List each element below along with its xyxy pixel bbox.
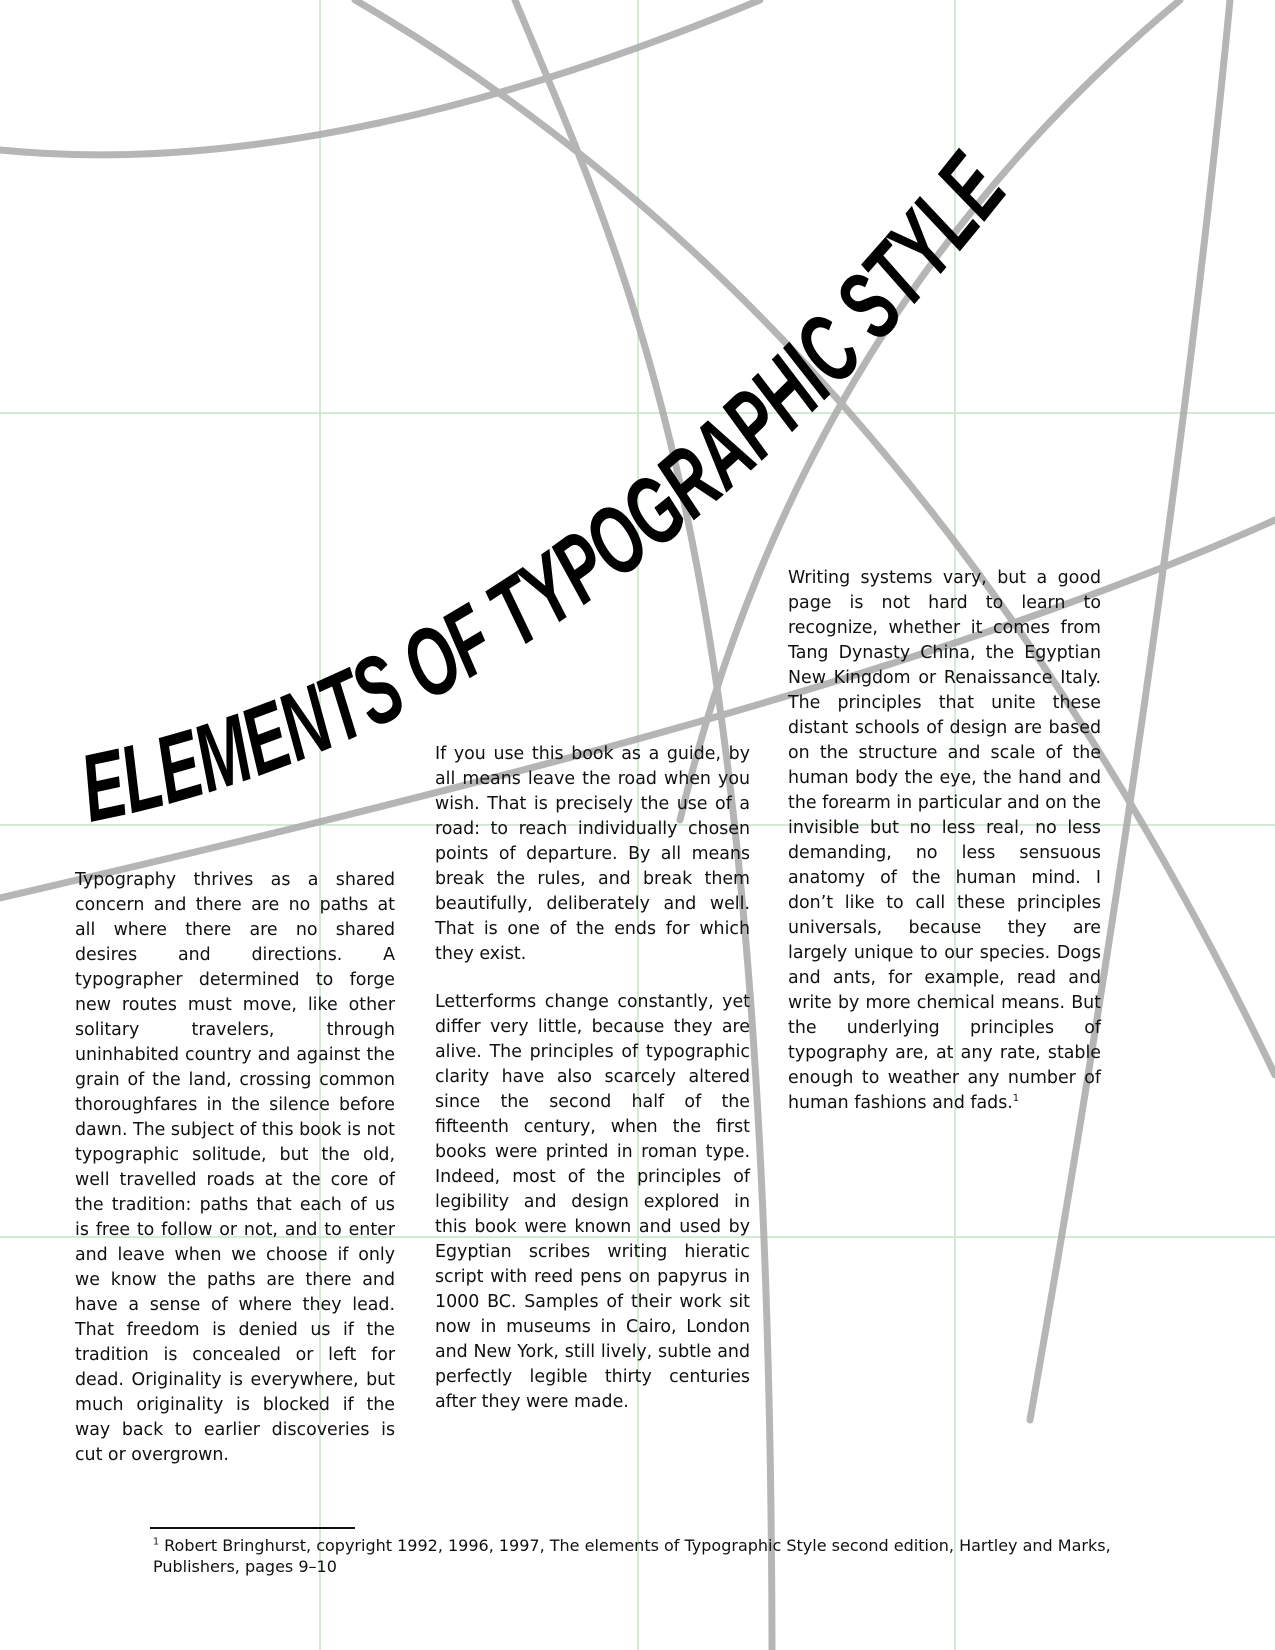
right-column-text: Writing systems vary, but a good page is not hard to learn to recognize, whether it comes from Tang Dynasty China, the Egyptian New Kingdom or Renaissance Italy. The principles that unite these distant schools of design are based on the structure and scale of the human body the eye, the hand and the forearm in particular and on the invisible but no less real, no less demanding, no less sensuous anatomy of the human mind. I don’t like to call these principles universals, because they are largely unique to our species. Dogs and ants, for example, read and write by more chemical means. But the underlying principles of typography are, at any rate, stable enough to weather any number of human fashions and fads. (788, 568, 1101, 1113)
middle-column-paragraph-1: If you use this book as a guide, by all means leave the road when you wish. That is precisely the use of a road: to reach individually chosen points of departure. By all means break the rules, and break them beautifully, deliberately and well. That is one of the ends for which they exist. (435, 744, 750, 964)
footnote-reference: 1 (1012, 1093, 1020, 1105)
footnote-marker: 1 (153, 1536, 160, 1548)
footnote (153, 1535, 1153, 1577)
right-column (788, 566, 1101, 1116)
footnote-separator (150, 1527, 355, 1529)
middle-column-paragraph-2: Letterforms change constantly, yet differ very little, because they are alive. The principles of typographic clarity have also scarcely altered since the second half of the fifteenth century, when the first books were printed in roman type. Indeed, most of the principles of legibility and design explored in this book were known and used by Egyptian scribes writing hieratic script with reed pens on papyrus in 1000 BC. Samples of their work sit now in museums in Cairo, London and New York, still lively, subtle and perfectly legible thirty centuries after they were made. (435, 992, 750, 1412)
curved-title-text: ELEMENTS OF TYPOGRAPHIC STYLE (72, 119, 1040, 843)
left-column (75, 868, 395, 1468)
left-column-paragraph: Typography thrives as a shared concern and there are no paths at all where there are no shared desires and directions. A typographer determined to forge new routes must move, like other solitary travelers, through uninhabited country and against the grain of the land, crossing common thoroughfares in the silence before dawn. The subject of this book is not typographic solitude, but the old, well travelled roads at the core of the tradition: paths that each of us is free to follow or not, and to enter and leave when we choose if only we know the paths are there and have a sense of where they lead. That freedom is denied us if the tradition is concealed or left for dead. Originality is everywhere, but much originality is blocked if the way back to earlier discoveries is cut or overgrown. (75, 870, 395, 1465)
footnote-text: Robert Bringhurst, copyright 1992, 1996, 1997, The elements of Typographic Style second edition, Hartley and Marks, Publishers, pages 9–10 (153, 1536, 1111, 1576)
right-column-paragraph (788, 566, 1101, 1116)
decorative-curve (0, 0, 760, 155)
middle-column (435, 742, 750, 1415)
